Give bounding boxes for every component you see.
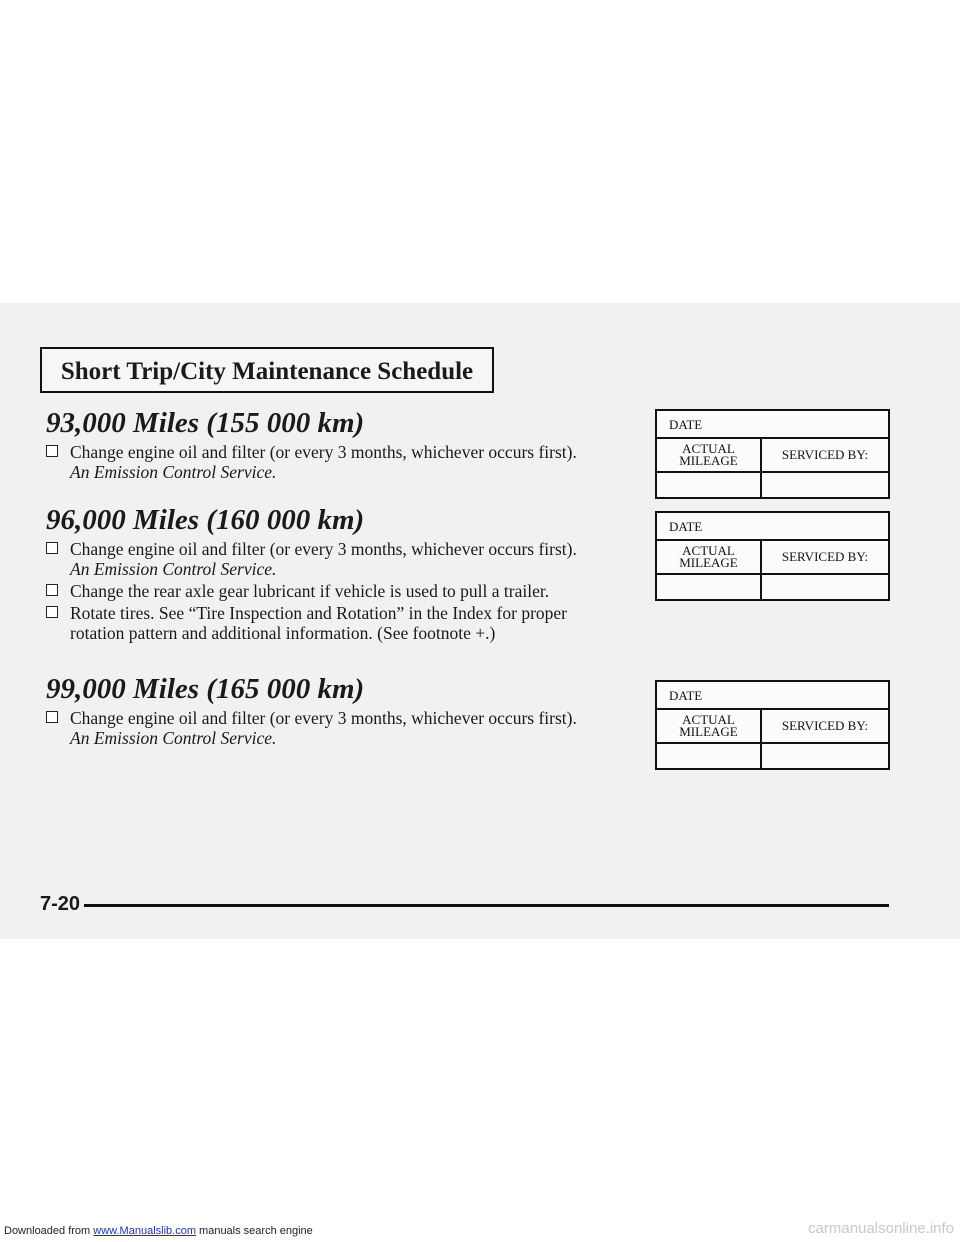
mileage-entry-field[interactable] [657, 473, 762, 497]
checkbox[interactable] [46, 584, 58, 596]
mileage-entry-field[interactable] [657, 744, 762, 768]
section-heading: 99,000 Miles (165 000 km) [46, 673, 365, 705]
section-96000 [46, 503, 606, 643]
manualslib-link[interactable]: www.Manualslib.com [93, 1225, 196, 1237]
log-header-row [657, 710, 888, 744]
section-heading: 93,000 Miles (155 000 km) [46, 407, 365, 439]
actual-mileage-label: ACTUAL MILEAGE [657, 710, 762, 742]
item-text: Rotate tires. See “Tire Inspection and Rotation” in the Index for proper rotation pattern and additional information. (See footnote +.) [70, 603, 567, 643]
list-item [46, 708, 606, 748]
section-93000 [46, 406, 606, 482]
date-field[interactable]: DATE [657, 513, 888, 541]
item-note: An Emission Control Service. [70, 728, 277, 748]
item-text: Change engine oil and filter (or every 3 months, whichever occurs first). [70, 442, 577, 462]
item-text: Change engine oil and filter (or every 3 months, whichever occurs first). [70, 539, 577, 559]
serviced-by-entry-field[interactable] [762, 744, 888, 768]
service-log-99000 [655, 680, 890, 770]
checkbox[interactable] [46, 606, 58, 618]
actual-mileage-label: ACTUAL MILEAGE [657, 439, 762, 471]
date-field[interactable]: DATE [657, 682, 888, 710]
log-entry-row [657, 744, 888, 768]
actual-mileage-label: ACTUAL MILEAGE [657, 541, 762, 573]
log-entry-row [657, 473, 888, 497]
serviced-by-entry-field[interactable] [762, 473, 888, 497]
list-item [46, 603, 606, 643]
footer-rule [84, 904, 889, 907]
item-note: An Emission Control Service. [70, 462, 277, 482]
service-log-96000 [655, 511, 890, 601]
log-entry-row [657, 575, 888, 599]
section-99000 [46, 672, 606, 748]
list-item [46, 442, 606, 482]
page-number: 7-20 [40, 893, 81, 915]
checkbox[interactable] [46, 711, 58, 723]
service-log-93000 [655, 409, 890, 499]
log-header-row [657, 439, 888, 473]
watermark: carmanualsonline.info [808, 1220, 954, 1237]
date-field[interactable]: DATE [657, 411, 888, 439]
serviced-by-label: SERVICED BY: [781, 718, 869, 733]
serviced-by-label: SERVICED BY: [781, 447, 869, 462]
list-item [46, 539, 606, 579]
serviced-by-entry-field[interactable] [762, 575, 888, 599]
checkbox[interactable] [46, 542, 58, 554]
page-title: Short Trip/City Maintenance Schedule [40, 347, 494, 393]
item-text: Change engine oil and filter (or every 3 months, whichever occurs first). [70, 708, 577, 728]
download-banner: Downloaded from www.Manualslib.com manuals search engine [4, 1225, 313, 1237]
section-heading: 96,000 Miles (160 000 km) [46, 504, 365, 536]
item-note: An Emission Control Service. [70, 559, 277, 579]
list-item [46, 581, 606, 601]
serviced-by-label: SERVICED BY: [781, 549, 869, 564]
checkbox[interactable] [46, 445, 58, 457]
item-text: Change the rear axle gear lubricant if vehicle is used to pull a trailer. [70, 581, 550, 601]
mileage-entry-field[interactable] [657, 575, 762, 599]
log-header-row [657, 541, 888, 575]
